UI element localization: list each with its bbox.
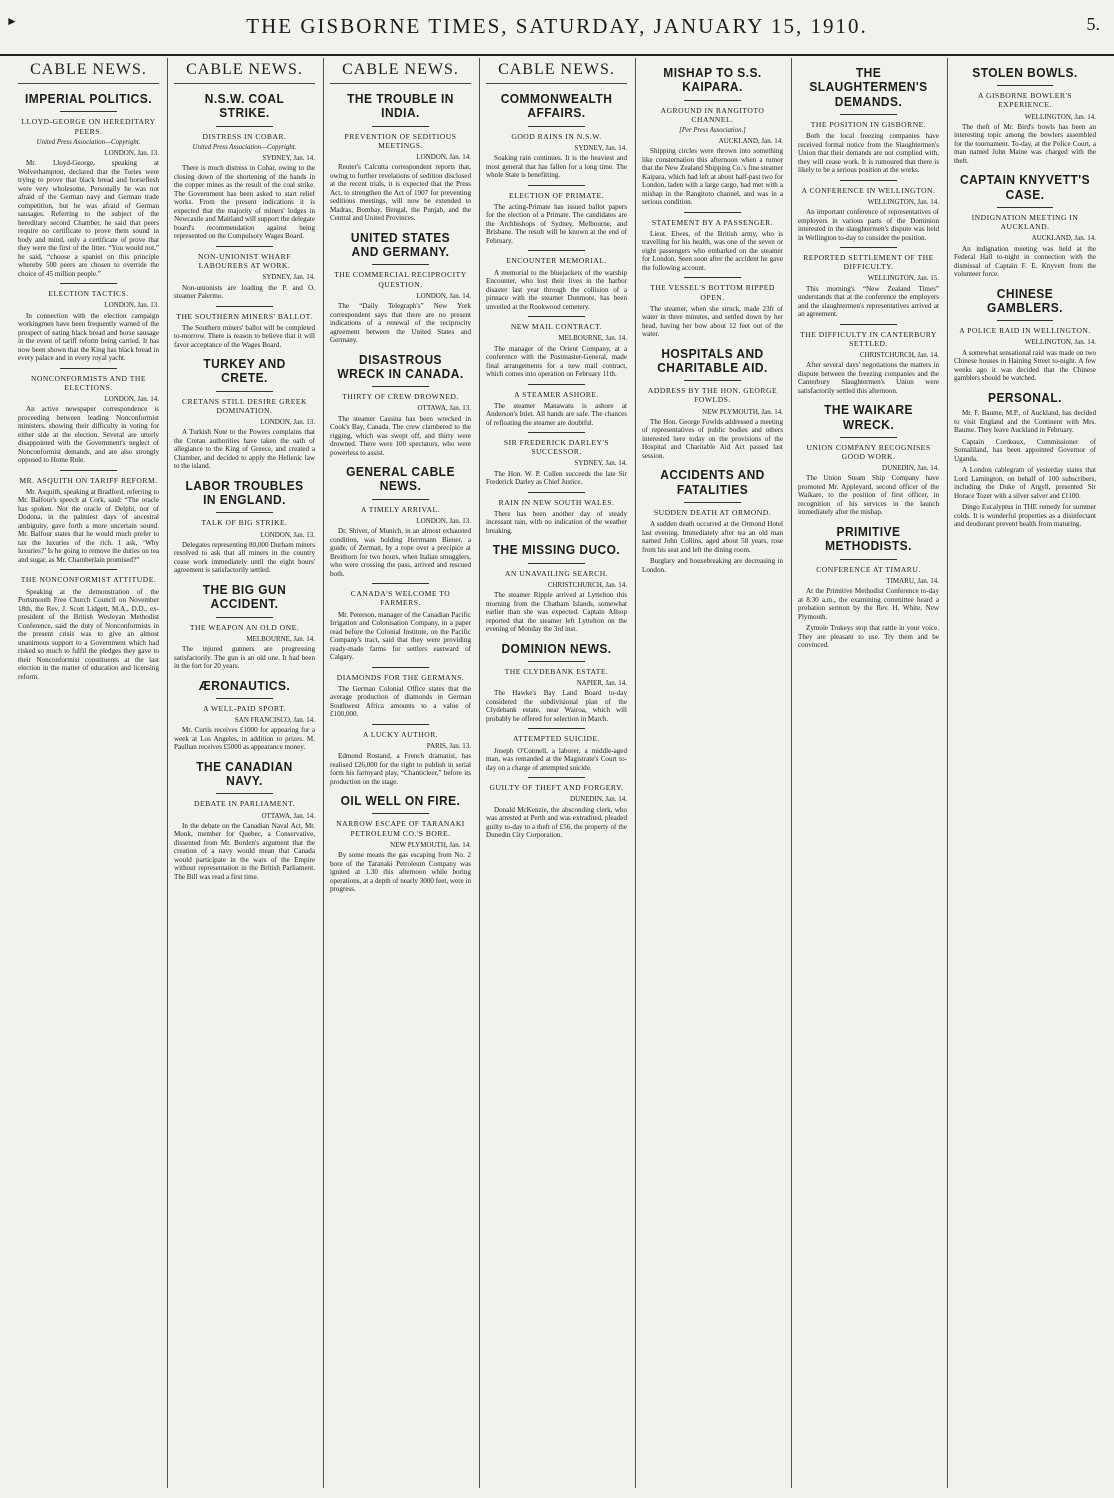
divider-rule xyxy=(528,728,584,729)
article-paragraph: A memorial to the bluejackets of the warship Encounter, who lost their lives in the harbor disaster last year through the collision of a pinnace with the steamer Dunmore, has been unveiled at the Rookwood cemetery. xyxy=(486,268,627,311)
divider-rule xyxy=(60,368,116,369)
article-headline: PRIMITIVE METHODISTS. xyxy=(825,523,912,554)
article-paragraph: In connection with the election campaign workingmen have been frequently warned of the prospect of eating black bread and horse sausage in the event of tariff reform being carried. It has now been shown that the King has black bread in every palace and in every royal yacht. xyxy=(18,311,159,363)
news-article xyxy=(174,246,315,301)
divider-rule xyxy=(216,793,272,794)
news-column xyxy=(324,58,480,1488)
article-subhead: STATEMENT BY A PASSENGER. xyxy=(651,217,774,227)
article-headline: CAPTAIN KNYVETT'S CASE. xyxy=(959,172,1091,202)
news-article xyxy=(954,66,1096,165)
article-paragraph: Reuter's Calcutta correspondent reports that, owing to further revelations of sedition disclosed at the recent trials, it is expected that the Press Act, to strengthen the Act of 1907 for preventing seditious meetings, will now be extended to Madras, Bombay, Bengal, the Punjab, and the Central and United Provinces. xyxy=(330,163,471,223)
news-article xyxy=(486,250,627,311)
dateline: LONDON, Jan. 13. xyxy=(260,417,315,426)
news-article xyxy=(954,173,1096,278)
news-article xyxy=(330,353,471,458)
article-subhead: ELECTION TACTICS. xyxy=(48,289,129,299)
dateline: LONDON, Jan. 13. xyxy=(104,301,159,310)
article-subhead: A STEAMER ASHORE. xyxy=(514,389,599,399)
article-subhead: GOOD RAINS IN N.S.W. xyxy=(511,131,602,141)
article-paragraph: Shipping circles were thrown into something like consternation this afternoon when a rumor that the New Zealand Shipping Co.'s fine steamer Kaipara, which had left at about half-past two for London, laden with a large cargo, had met with a mishap in the Rangitoto channel, and was in a serious condition. xyxy=(642,147,783,207)
article-paragraph: Mr. Asquith, speaking at Bradford, referring to Mr. Balfour's speech at Cork, said: “The oracle has spoken. Not the oracle of Delphi, nor of Dodona, in the palmiest days of ancestral ambiguity, gave forth a more uncertain sound. Mr. Balfour states that he would much prefer to tax the luxuries of the rich. I ask, ‘Why luxuries?’ Is he going to remove the duties on tea and sugar, as Mr. Chamberlain promised?” xyxy=(18,487,159,564)
divider-rule xyxy=(372,724,428,725)
dateline: LONDON, Jan. 13. xyxy=(416,516,471,525)
dateline: LONDON, Jan. 13. xyxy=(260,530,315,539)
news-article xyxy=(486,777,627,840)
article-subhead: NEW MAIL CONTRACT. xyxy=(510,322,603,331)
divider-rule xyxy=(60,111,116,112)
article-subhead: SUDDEN DEATH AT ORMOND. xyxy=(653,507,772,517)
dateline: WELLINGTON, Jan. 14. xyxy=(1024,112,1096,121)
article-headline: MISHAP TO S.S. KAIPARA. xyxy=(663,65,762,95)
divider-rule xyxy=(372,667,428,668)
news-column xyxy=(792,58,948,1488)
article-paragraph: Burglary and housebreaking are decreasing in London. xyxy=(642,557,783,574)
dateline: LONDON, Jan. 14. xyxy=(104,394,159,403)
news-article xyxy=(642,212,783,273)
article-paragraph: The Hon. W. P. Cullen succeeds the late Sir Frederick Darley as Chief Justice. xyxy=(486,469,627,487)
article-subhead: THE CLYDEBANK ESTATE. xyxy=(504,666,609,676)
news-article xyxy=(330,92,471,223)
article-paragraph: This morning's “New Zealand Times” understands that at the conference the employers and the slaughtermen's representatives arrived at an agreement. xyxy=(798,284,939,319)
column-heading: CABLE NEWS. xyxy=(486,58,627,84)
divider-rule xyxy=(528,126,584,127)
article-paragraph: A somewhat sensational raid was made on two Chinese houses in Haining Street to-night. A few weeks ago it was decided that the Chinese gamblers should be watched. xyxy=(954,348,1096,383)
news-article xyxy=(642,557,783,574)
dateline: WELLINGTON, Jan. 14. xyxy=(867,197,939,206)
divider-rule xyxy=(216,391,272,392)
article-paragraph: Joseph O'Connell, a laborer, a middle-aged man, was remanded at the Magistrate's Court to-day on a charge of attempted suicide. xyxy=(486,746,627,772)
divider-rule xyxy=(528,777,584,778)
column-heading: CABLE NEWS. xyxy=(18,58,159,84)
article-paragraph: The injured gunners are progressing satisfactorily. The gun is an old one. It had been in the fort for 20 years. xyxy=(174,645,315,671)
divider-rule xyxy=(372,499,428,500)
news-article xyxy=(954,391,1096,500)
article-paragraph: Edmond Rostand, a French dramatist, has realised £26,000 for the right to publish in serial form his farmyard play, “Chanticleer,” before its production on the stage. xyxy=(330,752,471,786)
article-subhead: A TIMELY ARRIVAL. xyxy=(360,504,441,514)
dateline: SYDNEY, Jan. 14. xyxy=(262,273,315,282)
article-headline: THE SLAUGHTERMEN'S DEMANDS. xyxy=(809,65,928,109)
news-article xyxy=(174,479,315,575)
article-headline: CHINESE GAMBLERS. xyxy=(987,285,1063,315)
article-headline: PERSONAL. xyxy=(988,389,1062,405)
news-article xyxy=(798,247,939,319)
article-paragraph: Soaking rain continues. It is the heaviest and most general that has fallen for a long time. The whole State is benefitting. xyxy=(486,154,627,180)
article-headline: N.S.W. COAL STRIKE. xyxy=(204,91,285,121)
article-subhead: GUILTY OF THEFT AND FORGERY. xyxy=(489,783,624,793)
news-article xyxy=(798,180,939,243)
article-subhead: CRETANS STILL DESIRE GREEK DOMINATION. xyxy=(182,396,307,415)
news-article xyxy=(330,724,471,787)
divider-rule xyxy=(216,306,272,307)
news-article xyxy=(486,185,627,246)
dateline: AUCKLAND, Jan. 14. xyxy=(718,136,783,145)
divider-rule xyxy=(684,100,740,101)
news-article xyxy=(642,66,783,207)
article-paragraph: Speaking at the demonstration of the Portsmouth Free Church Council on November 18th, the Rev. J. Scott Lidgett, M.A., D.D., ex-president of the British Wesleyan Methodist Conference, said the duty of Nonconformists in the present crisis was to give an almost unanimous support to a Government which had risked so much to fulfil the pledges they gave to their Nonconformist constituents at the last election in the matter of education and licensing reform. xyxy=(18,587,159,681)
article-paragraph: At the Primitive Methodist Conference to-day at 8.30 a.m., the examining committee heard a probation sermon by the Rev. H. White, New Plymouth. xyxy=(798,587,939,621)
article-headline: DISASTROUS WRECK IN CANADA. xyxy=(337,351,464,381)
article-subhead: INDIGNATION MEETING IN AUCKLAND. xyxy=(971,213,1079,232)
news-column xyxy=(480,58,636,1488)
article-paragraph: The steamer Ripple arrived at Lyttelton this morning from the Chatham Islands, somewhat earlier than she was expected. Captain Allsop reported that the steamer left Lyttelton on the evening of Monday the 3rd inst. xyxy=(486,591,627,634)
article-paragraph: In the debate on the Canadian Naval Act, Mr. Monk, member for Quebec, a Conservative, dissented from Mr. Borden's argument that the creation of a navy would mean that Canada would participate in the wars of the Empire without representation in the British Parliament. The Bill was read a first time. xyxy=(174,821,315,881)
article-subhead: PREVENTION OF SEDITIOUS MEETINGS. xyxy=(344,131,457,150)
divider-rule xyxy=(840,324,896,325)
divider-rule xyxy=(216,512,272,513)
news-article xyxy=(330,583,471,661)
dateline: NEW PLYMOUTH, Jan. 14. xyxy=(390,840,471,849)
article-paragraph: The Southern miners' ballot will be completed to-morrow. There is reason to believe that it will favor acceptance of the Wages Board. xyxy=(174,323,315,349)
article-subhead: THE WEAPON AN OLD ONE. xyxy=(189,622,300,632)
dateline: OTTAWA, Jan. 14. xyxy=(261,811,315,820)
news-column xyxy=(948,58,1104,1488)
article-paragraph: Mr. Curtis receives £1000 for appearing for a week at Los Angeles, in addition to prizes. M. Paulhan receives £5000 as appearance money. xyxy=(174,726,315,752)
article-subhead: CONFERENCE AT TIMARU. xyxy=(816,564,921,574)
news-article xyxy=(174,679,315,752)
article-headline: OIL WELL ON FIRE. xyxy=(340,793,461,809)
article-subhead: REPORTED SETTLEMENT OF THE DIFFICULTY. xyxy=(803,253,934,272)
divider-rule xyxy=(528,563,584,564)
article-paragraph: After several days' negotiations the matters in dispute between the freezing companies and the Canterbury Slaughtermen's Union were satisfactorily settled this afternoon. xyxy=(798,361,939,395)
news-article xyxy=(174,92,315,241)
article-subhead: CANADA'S WELCOME TO FARMERS. xyxy=(350,589,451,608)
article-subhead: THE COMMERCIAL RECIPROCITY QUESTION. xyxy=(334,270,467,289)
news-article xyxy=(18,92,159,278)
news-article xyxy=(954,287,1096,383)
article-paragraph: There is much distress in Cobar, owing to the closing down of the shortening of the hands in the copper mines as the result of the coal strike. The Government has been asked to start relief works. From the present indications it is expected that the majority of miners' lodges in Newcastle and Maitland will support the delegate board's recommendation against being represented on the Compulsory Wages Board. xyxy=(174,164,315,241)
article-subhead: A WELL-PAID SPORT. xyxy=(203,703,286,713)
article-paragraph: The theft of Mr. Bird's bowls has been an interesting topic among the bowlers assembled for the tournament. To-day, at the Police Court, a man named John Maine was charged with the theft. xyxy=(954,122,1096,165)
press-credit: [Per Press Association.] xyxy=(679,126,746,134)
column-heading: CABLE NEWS. xyxy=(330,58,471,84)
article-paragraph: Mr. Lloyd-George, speaking at Wolverhampton, declared that the Tories were trying to prove that black bread and horseflesh were very wholesome. Personally he was not afraid of the German navy and German trade competition, but he was afraid of German sausages. Referring to the subject of the hereditary second Chamber, he said that peers require no certificate to prove them sound in body and mind, only a certificate of prove that they were the first of the litter. “You would not,” he said, “choose a spaniel on this principle whereby 500 peers are chosen to override the choice of 45 million people.” xyxy=(18,159,159,278)
article-headline: IMPERIAL POLITICS. xyxy=(24,91,153,107)
news-article xyxy=(330,465,471,578)
divider-rule xyxy=(528,384,584,385)
dateline: LONDON, Jan. 13. xyxy=(104,148,159,157)
article-headline: THE MISSING DUCO. xyxy=(492,542,621,558)
news-article xyxy=(18,470,159,565)
article-paragraph: The Union Steam Ship Company have promoted Mr. Appleyard, second officer of the Waikare, to the position of first officer, in recognition of his services in the launch immediately after the mishap. xyxy=(798,474,939,517)
divider-rule xyxy=(840,559,896,560)
column-heading: CABLE NEWS. xyxy=(174,58,315,84)
news-column xyxy=(168,58,324,1488)
article-subhead: DIAMONDS FOR THE GERMANS. xyxy=(336,672,465,682)
article-headline: GENERAL CABLE NEWS. xyxy=(346,464,455,494)
news-article xyxy=(486,384,627,428)
news-article xyxy=(798,525,939,621)
article-paragraph: The manager of the Orient Company, at a conference with the Postmaster-General, made final arrangements for a new mail contract, which comes into operation on February 11th. xyxy=(486,344,627,378)
article-headline: ACCIDENTS AND FATALITIES xyxy=(660,467,765,497)
dateline: SYDNEY, Jan. 14. xyxy=(574,459,627,468)
article-headline: THE BIG GUN ACCIDENT. xyxy=(202,581,287,612)
article-paragraph: There has been another day of steady incessant rain, with no indication of the weather breaking. xyxy=(486,509,627,535)
news-article xyxy=(642,277,783,338)
divider-rule xyxy=(216,617,272,618)
article-paragraph: An active newspaper correspondence is proceeding between leading Nonconformist ministers, showing their difficulty in voting for either side at the election. Several are utterly disappointed with the Government's neglect of Nonconformist demands, and are also strongly opposed to Home Rule. xyxy=(18,405,159,465)
article-subhead: AGROUND IN RANGITOTO CHANNEL. xyxy=(660,105,765,124)
dateline: CHRISTCHURCH, Jan. 14. xyxy=(859,350,939,359)
divider-rule xyxy=(372,126,428,127)
article-subhead: THIRTY OF CREW DROWNED. xyxy=(342,392,459,402)
dateline: LONDON, Jan. 14. xyxy=(416,153,471,161)
article-headline: STOLEN BOWLS. xyxy=(972,65,1078,80)
dateline: NAPIER, Jan. 14. xyxy=(576,679,627,688)
divider-rule xyxy=(372,583,428,584)
article-subhead: THE DIFFICULTY IN CANTERBURY SETTLED. xyxy=(800,329,937,348)
news-article xyxy=(330,667,471,719)
article-headline: THE WAIKARE WRECK. xyxy=(824,402,913,432)
news-article xyxy=(486,728,627,772)
article-paragraph: The Hawke's Bay Land Board to-day considered the subdivisional plan of the Clydebank estate, near Wairoa, which will probably be offered for selection in March. xyxy=(486,689,627,723)
news-article xyxy=(798,324,939,396)
divider-rule xyxy=(684,380,740,381)
news-article xyxy=(330,231,471,345)
news-article xyxy=(486,492,627,536)
divider-rule xyxy=(840,247,896,248)
article-paragraph: An important conference of representatives of employers in various parts of the Dominion interested in the slaughtermen's dispute was held in Wellington to-day to consider the position. xyxy=(798,208,939,242)
dateline: MELBOURNE, Jan. 14. xyxy=(558,334,627,343)
dateline: DUNEDIN, Jan. 14. xyxy=(882,464,939,473)
article-subhead: A POLICE RAID IN WELLINGTON. xyxy=(959,326,1091,336)
divider-rule xyxy=(840,437,896,438)
article-subhead: ENCOUNTER MEMORIAL. xyxy=(506,256,607,266)
dateline: SYDNEY, Jan. 14. xyxy=(262,154,315,163)
divider-rule xyxy=(528,661,584,662)
article-subhead: ELECTION OF PRIMATE. xyxy=(508,190,604,200)
dateline: AUCKLAND, Jan. 14. xyxy=(1031,234,1096,243)
article-headline: UNITED STATES AND GERMANY. xyxy=(350,229,451,260)
article-headline: DOMINION NEWS. xyxy=(501,640,612,656)
newspaper-columns xyxy=(12,58,1104,1488)
article-paragraph: An indignation meeting was held at the Federal Hall to-night in connection with the dismissal of Captain F. E. Knyvett from the volunteer force. xyxy=(954,244,1096,279)
article-subhead: THE POSITION IN GISBORNE. xyxy=(810,119,927,129)
article-subhead: A GISBORNE BOWLER'S EXPERIENCE. xyxy=(978,91,1072,110)
article-subhead: A CONFERENCE IN WELLINGTON. xyxy=(801,185,936,195)
article-paragraph: Delegates representing 80,000 Durham miners resolved to ask that all miners in the country cease work immediately until the eight hours' agreement is satisfactorily settled. xyxy=(174,540,315,575)
article-paragraph: Zymole Trokeys stop that rattle in your voice. They are pleasant to use. Try them and be convinced. xyxy=(798,624,939,650)
article-headline: TURKEY AND CRETE. xyxy=(203,356,286,386)
page-number: 5. xyxy=(1086,14,1100,34)
press-credit: United Press Association—Copyright. xyxy=(36,138,141,146)
divider-rule xyxy=(60,569,116,570)
article-subhead: THE SOUTHERN MINERS' BALLOT. xyxy=(176,311,313,321)
article-paragraph: The steamer Manawatu is ashore at Anderson's Inlet. All hands are safe. The chances of refloating the steamer are doubtful. xyxy=(486,401,627,427)
divider-rule xyxy=(840,114,896,115)
article-paragraph: Both the local freezing companies have received formal notice from the Slaughtermen's Union that their demands are not complied with, they will cease work. It is rumoured that there is likely to be a serious position at the works. xyxy=(798,132,939,174)
dateline: MELBOURNE, Jan. 14. xyxy=(246,634,315,643)
divider-rule xyxy=(216,126,272,127)
divider-rule xyxy=(840,180,896,181)
masthead-title: THE GISBORNE TIMES, SATURDAY, JANUARY 15, 1910. xyxy=(0,14,1114,56)
news-article xyxy=(798,403,939,517)
divider-rule xyxy=(372,264,428,265)
dateline: OTTAWA, Jan. 13. xyxy=(417,404,471,413)
news-article xyxy=(18,283,159,363)
article-paragraph: The acting-Primate has issued ballot papers for the election of a Primate. The candidates are the Archbishops of Sydney, Melbourne, and Brisbane. The result will be known at the end of February. xyxy=(486,202,627,245)
news-article xyxy=(486,543,627,633)
dateline: LONDON, Jan. 14. xyxy=(416,291,471,300)
news-article xyxy=(486,316,627,379)
article-subhead: DEBATE IN PARLIAMENT. xyxy=(194,799,295,809)
news-article xyxy=(642,468,783,554)
article-subhead: NON-UNIONIST WHARF LABOURERS AT WORK. xyxy=(198,251,291,271)
article-subhead: AN UNAVAILING SEARCH. xyxy=(504,568,609,578)
article-subhead: THE NONCONFORMIST ATTITUDE. xyxy=(20,575,157,585)
dateline: CHRISTCHURCH, Jan. 14. xyxy=(547,580,627,589)
article-headline: COMMONWEALTH AFFAIRS. xyxy=(500,91,613,121)
article-paragraph: The German Colonial Office states that the average production of diamonds in German Southwest Africa amounts to a value of £100,000. xyxy=(330,684,471,719)
article-subhead: MR. ASQUITH ON TARIFF REFORM. xyxy=(19,475,158,485)
divider-rule xyxy=(684,212,740,213)
article-paragraph: Non-unionists are loading the P. and O. steamer Palermo. xyxy=(174,283,315,301)
news-column xyxy=(636,58,792,1488)
article-paragraph: The steamer, when she struck, made 23ft of water in three minutes, and settled down by her head, having her bow about 12 feet out of the water. xyxy=(642,304,783,339)
article-subhead: NARROW ESCAPE OF TARANAKI PETROLEUM CO.'S BORE. xyxy=(336,819,465,838)
news-column xyxy=(12,58,168,1488)
divider-rule xyxy=(528,185,584,186)
article-subhead: RAIN IN NEW SOUTH WALES. xyxy=(498,497,615,507)
press-credit: United Press Association—Copyright. xyxy=(192,143,297,151)
article-paragraph: A Turkish Note to the Powers complains that the Cretan authorities have taken the oath of allegiance to the King of Greece, and created a Chamber, and decided to apply the Hellenic law to the island. xyxy=(174,428,315,471)
page-corner-mark: ► xyxy=(6,14,18,28)
article-headline: ÆRONAUTICS. xyxy=(198,677,291,693)
divider-rule xyxy=(528,250,584,251)
news-article xyxy=(486,432,627,487)
article-paragraph: The steamer Cassina has been wrecked in Cook's Bay, Canada. The crew clambered to the rigging, which was swept off, and thirty were drowned. There were 100 spectators, who were powerless to assist. xyxy=(330,414,471,457)
news-article xyxy=(486,642,627,724)
article-paragraph: By some means the gas escaping from No. 2 bore of the Taranaki Petroleum Company was ignited at 1.30 this afternoon while boring operations, at a depth of nearly 3000 feet, were in progress. xyxy=(330,851,471,894)
article-paragraph: Dingo Eucalyptus in THE remedy for summer colds. It is wonderful properties as a disinfectant and deodorant prevent health from maturing. xyxy=(954,503,1096,528)
article-subhead: NONCONFORMISTS AND THE ELECTIONS. xyxy=(30,373,147,392)
article-paragraph: The Hon. George Fowlds addressed a meeting of representatives of public bodies and others interested here today on the provisions of the Hospital and Charitable Aid Act passed last session. xyxy=(642,417,783,460)
divider-rule xyxy=(216,698,272,699)
article-subhead: A LUCKY AUTHOR. xyxy=(362,729,439,739)
divider-rule xyxy=(997,320,1054,321)
news-article xyxy=(174,357,315,471)
article-paragraph: Mr. F. Baume, M.P., of Auckland, has decided to visit England and the Continent with Mrs. Baume. They leave Auckland in February. xyxy=(954,409,1096,434)
divider-rule xyxy=(372,813,428,814)
divider-rule xyxy=(997,85,1054,86)
divider-rule xyxy=(528,492,584,493)
divider-rule xyxy=(60,283,116,284)
dateline: NEW PLYMOUTH, Jan. 14. xyxy=(702,407,783,416)
article-paragraph: Dr. Shiver, of Munich, in an almost exhausted condition, was holding Herrmann Biener, a guide, of Zermatt, by a rope over a precipice at Breithorn for two hours, when Italian smugglers, who were crossing the pass, arrived and rescued both. xyxy=(330,527,471,578)
article-headline: THE TROUBLE IN INDIA. xyxy=(347,91,454,121)
dateline: WELLINGTON, Jan. 15. xyxy=(867,274,939,283)
article-paragraph: Captain Cordeaux, Commissioner of Somaliland, has been appointed Governor of Uganda. xyxy=(954,437,1096,463)
news-article xyxy=(18,569,159,681)
article-subhead: ADDRESS BY THE HON. GEORGE FOWLDS. xyxy=(647,386,778,405)
news-article xyxy=(954,503,1096,529)
divider-rule xyxy=(997,207,1054,208)
article-paragraph: Mr. Peterson, manager of the Canadian Pacific Irrigation and Colonisation Company, in a paper read before the Colonial Institute, on the Pacific Company's tract, said that they were providing ready-made farms for settlers eastward of Calgary. xyxy=(330,610,471,661)
divider-rule xyxy=(684,277,740,278)
dateline: SYDNEY, Jan. 14. xyxy=(574,143,627,152)
dateline: WELLINGTON, Jan. 14. xyxy=(1024,338,1096,347)
article-paragraph: The “Daily Telegraph's” New York correspondent says that there are no present indications of a renewal of the reciprocity agreement between the United States and Germany. xyxy=(330,302,471,345)
divider-rule xyxy=(684,502,740,503)
divider-rule xyxy=(60,470,116,471)
article-subhead: TALK OF BIG STRIKE. xyxy=(201,518,288,528)
dateline: DUNEDIN, Jan. 14. xyxy=(570,795,627,804)
article-paragraph: Lieut. Elwes, of the British army, who is travelling for his health, was one of the seven or eight passengers who embarked on the steamer for London. Seen soon after the accident he gave the following account. xyxy=(642,229,783,272)
divider-rule xyxy=(528,316,584,317)
article-subhead: SIR FREDERICK DARLEY'S SUCCESSOR. xyxy=(503,438,610,457)
divider-rule xyxy=(372,386,428,387)
divider-rule xyxy=(216,246,272,247)
article-paragraph: A London cablegram of yesterday states that Lord Lamington, on behalf of 100 subscribers, including the Duke of Argyll, presented Sir Horace Tozer with a silver salver and £1100. xyxy=(954,466,1096,500)
article-subhead: LLOYD-GEORGE ON HEREDITARY PEERS. xyxy=(21,117,156,136)
article-subhead: THE VESSEL'S BOTTOM RIPPED OPEN. xyxy=(650,283,775,302)
article-paragraph: A sudden death occurred at the Ormond Hotel last evening. Immediately after tea an old man named John Collins, aged about 58 years, rose from his seat and left the dining room. xyxy=(642,520,783,554)
dateline: PARIS, Jan. 13. xyxy=(426,741,471,750)
article-paragraph: Donald McKenzie, the absconding clerk, who was arrested at Perth and was extradited, pleaded guilty to-day to a theft of £56, the property of the Dunedin City Corporation. xyxy=(486,805,627,840)
news-article xyxy=(486,92,627,180)
article-subhead: ATTEMPTED SUICIDE. xyxy=(512,734,601,744)
news-article xyxy=(642,347,783,461)
dateline: SAN FRANCISCO, Jan. 14. xyxy=(234,715,315,724)
article-headline: HOSPITALS AND CHARITABLE AID. xyxy=(657,345,768,375)
news-article xyxy=(174,306,315,350)
dateline: TIMARU, Jan. 14. xyxy=(886,576,939,585)
news-article xyxy=(174,583,315,671)
news-article xyxy=(18,368,159,465)
article-headline: THE CANADIAN NAVY. xyxy=(196,758,293,789)
news-article xyxy=(798,66,939,175)
news-article xyxy=(330,794,471,893)
article-subhead: UNION COMPANY RECOGNISES GOOD WORK. xyxy=(806,442,931,461)
news-article xyxy=(798,624,939,650)
news-article xyxy=(174,760,315,882)
divider-rule xyxy=(528,432,584,433)
article-headline: LABOR TROUBLES IN ENGLAND. xyxy=(185,477,304,508)
article-subhead: DISTRESS IN COBAR. xyxy=(202,131,287,141)
